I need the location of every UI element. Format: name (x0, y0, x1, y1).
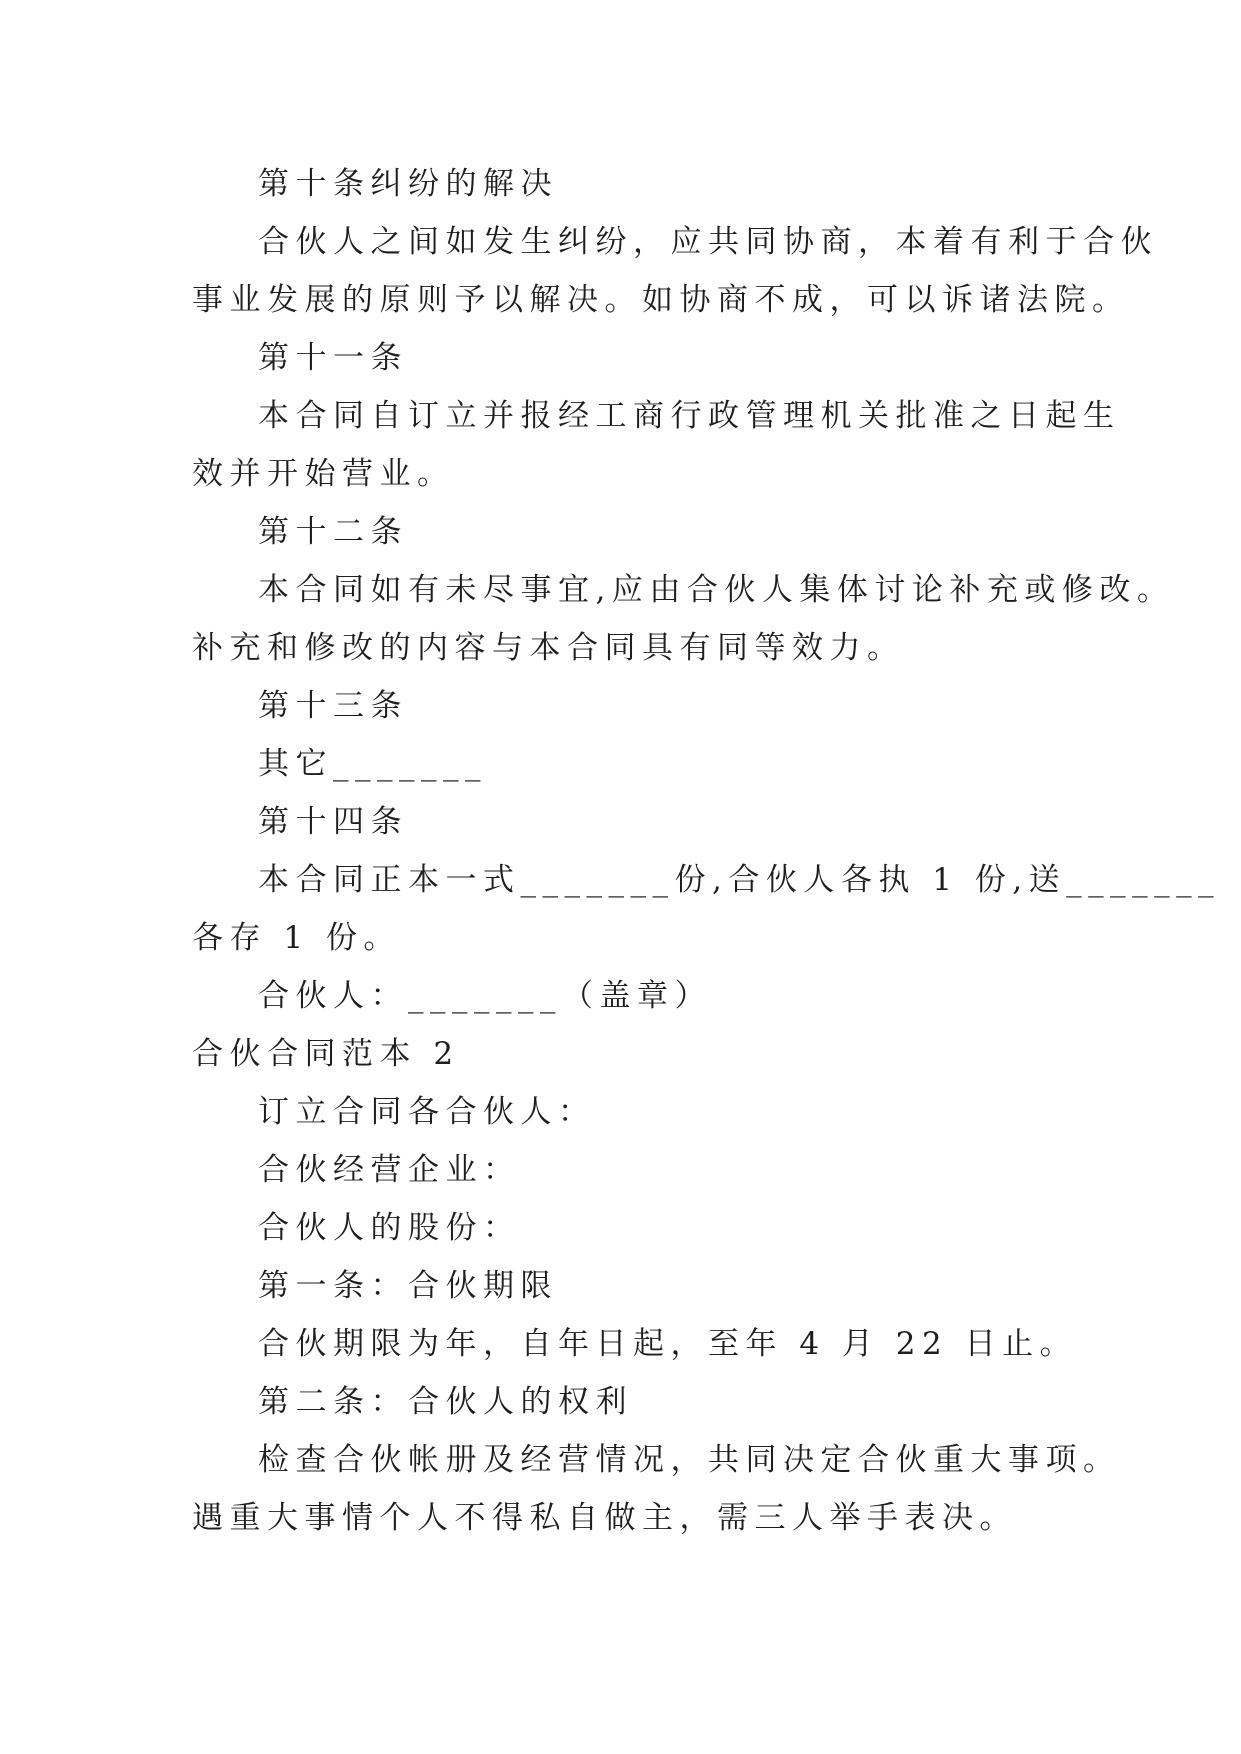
paragraph-line: 本合同正本一式_______份,合伙人各执 1 份,送_______ (258, 862, 1221, 898)
article-1-heading: 第一条：合伙期限 (258, 1268, 558, 1304)
paragraph-line: 本合同自订立并报经工商行政管理机关批准之日起生 (258, 398, 1121, 434)
paragraph-line: 其它_______ (258, 746, 487, 782)
paragraph-line: 遇重大事情个人不得私自做主，需三人举手表决。 (192, 1500, 1017, 1536)
paragraph-line: 效并开始营业。 (192, 456, 455, 492)
article-14-heading: 第十四条 (258, 804, 408, 840)
paragraph-line: 合伙经营企业： (258, 1152, 521, 1188)
section-title: 合伙合同范本 2 (192, 1036, 460, 1072)
paragraph-line: 本合同如有未尽事宜,应由合伙人集体讨论补充或修改。 (258, 572, 1175, 608)
article-12-heading: 第十二条 (258, 514, 408, 550)
article-10-heading: 第十条纠纷的解决 (258, 166, 558, 202)
signature-line: 合伙人：_______（盖章） (258, 978, 712, 1014)
article-13-heading: 第十三条 (258, 688, 408, 724)
paragraph-line: 补充和修改的内容与本合同具有同等效力。 (192, 630, 905, 666)
paragraph-line: 检查合伙帐册及经营情况，共同决定合伙重大事项。 (258, 1442, 1121, 1478)
paragraph-line: 合伙期限为年，自年日起，至年 4 月 22 日止。 (258, 1326, 1078, 1362)
paragraph-line: 各存 1 份。 (192, 920, 401, 956)
article-11-heading: 第十一条 (258, 340, 408, 376)
paragraph-line: 合伙人之间如发生纠纷，应共同协商，本着有利于合伙 (258, 224, 1158, 260)
paragraph-line: 合伙人的股份： (258, 1210, 521, 1246)
paragraph-line: 订立合同各合伙人： (258, 1094, 596, 1130)
article-2-heading: 第二条：合伙人的权利 (258, 1384, 633, 1420)
paragraph-line: 事业发展的原则予以解决。如协商不成，可以诉诸法院。 (192, 282, 1130, 318)
